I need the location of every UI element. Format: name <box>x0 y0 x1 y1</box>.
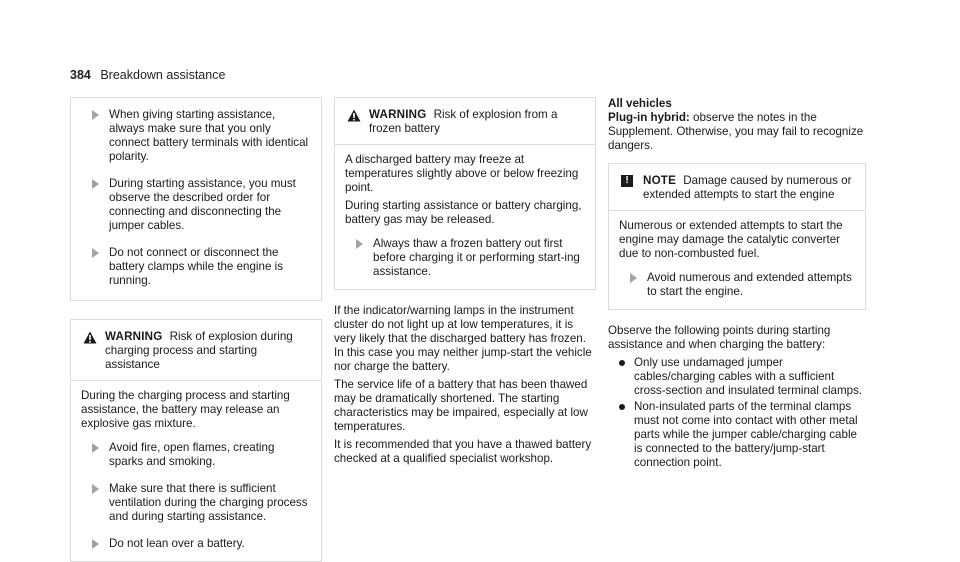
warning-item: Avoid fire, open flames, creating sparks and smoking. <box>81 441 311 469</box>
page-number: 384 <box>70 68 91 82</box>
note-header <box>609 164 865 211</box>
tip-item: When giving starting assistance, always make sure that you only connect battery terminals with identical polarity. <box>81 108 311 164</box>
note-exclamation-icon: ! <box>621 175 633 187</box>
tip-item: Do not connect or disconnect the battery clamps while the engine is running. <box>81 246 311 288</box>
warning-text: During the charging process and starting assistance, the battery may release an explosive gas mixture. <box>81 389 290 430</box>
warning-item: Do not lean over a battery. <box>81 537 311 551</box>
dot-bullet-icon <box>619 404 625 410</box>
arrow-bullet-icon <box>92 484 99 494</box>
paragraph: The service life of a battery that has been thawed may be dramatically shortened. The starting characteristics may be impaired, especially at low temperatures. <box>334 378 588 433</box>
section-title: Breakdown assistance <box>100 68 226 82</box>
note-text: Numerous or extended attempts to start the engine may damage the catalytic converter due to non-combusted fuel. <box>619 219 843 260</box>
warning-body <box>71 381 321 561</box>
dot-bullet-icon <box>619 360 625 366</box>
arrow-bullet-icon <box>92 110 99 120</box>
warning-text: During starting assistance or battery charging, battery gas may be released. <box>345 199 582 226</box>
column-1 <box>70 97 322 562</box>
warning-text: A discharged battery may freeze at temperatures slightly above or below freezing point. <box>345 153 579 194</box>
arrow-bullet-icon <box>92 179 99 189</box>
paragraph: It is recommended that you have a thawed battery checked at a qualified specialist workshop. <box>334 438 592 465</box>
warning-triangle-icon <box>83 331 97 344</box>
plugin-hybrid-text: observe the notes in the Supplement. Otherwise, you may fail to recognize dangers. <box>608 111 864 152</box>
points-list <box>608 356 866 470</box>
plugin-hybrid-label: Plug-in hybrid: <box>608 111 690 124</box>
arrow-bullet-icon <box>92 248 99 258</box>
warning-label: WARNING <box>369 108 427 121</box>
paragraph: If the indicator/warning lamps in the instrument cluster do not light up at low temperatures, it is very likely that the discharged battery has frozen. In this case you may neither jump-start the vehicle nor charge the battery. <box>334 304 592 373</box>
warning-body <box>335 145 595 289</box>
warning-item: Make sure that there is sufficient ventilation during the charging process and during starting assistance. <box>81 482 311 524</box>
tips-box <box>70 97 322 301</box>
note-box <box>608 163 866 310</box>
arrow-bullet-icon <box>630 273 637 283</box>
warning-item: Always thaw a frozen battery out first before charging it or performing start-ing assistance. <box>345 237 585 279</box>
warning-title: Risk of explosion during charging process and starting assistance <box>105 330 293 371</box>
warning-triangle-icon <box>347 109 361 122</box>
arrow-bullet-icon <box>92 443 99 453</box>
arrow-bullet-icon <box>356 239 363 249</box>
page-header <box>70 68 225 82</box>
note-item: Avoid numerous and extended attempts to start the engine. <box>619 271 855 299</box>
warning-label: WARNING <box>105 330 163 343</box>
list-item: Only use undamaged jumper cables/charging cables with a sufficient cross-section and insulated terminal clamps. <box>608 356 866 398</box>
arrow-bullet-icon <box>92 539 99 549</box>
warning-box-frozen <box>334 97 596 290</box>
list-item: Non-insulated parts of the terminal clamps must not come into contact with other metal parts while the jumper cable/charging cable is connected to the battery/jump-start connection point. <box>608 400 866 470</box>
body-text <box>334 304 596 466</box>
note-body <box>609 211 865 309</box>
plugin-hybrid-note <box>608 111 866 153</box>
warning-header <box>71 320 321 381</box>
note-label: NOTE <box>643 174 677 187</box>
warning-header <box>335 98 595 145</box>
note-title: Damage caused by numerous or extended attempts to start the engine <box>643 174 852 201</box>
all-vehicles-heading: All vehicles <box>608 97 672 110</box>
intro-text: Observe the following points during starting assistance and when charging the battery: <box>608 324 831 351</box>
tip-item: During starting assistance, you must observe the described order for connecting and disconnecting the jumper cables. <box>81 177 311 233</box>
column-2 <box>334 97 596 470</box>
warning-box <box>70 319 322 562</box>
warning-title: Risk of explosion from a frozen battery <box>369 108 558 135</box>
column-3 <box>608 97 866 472</box>
